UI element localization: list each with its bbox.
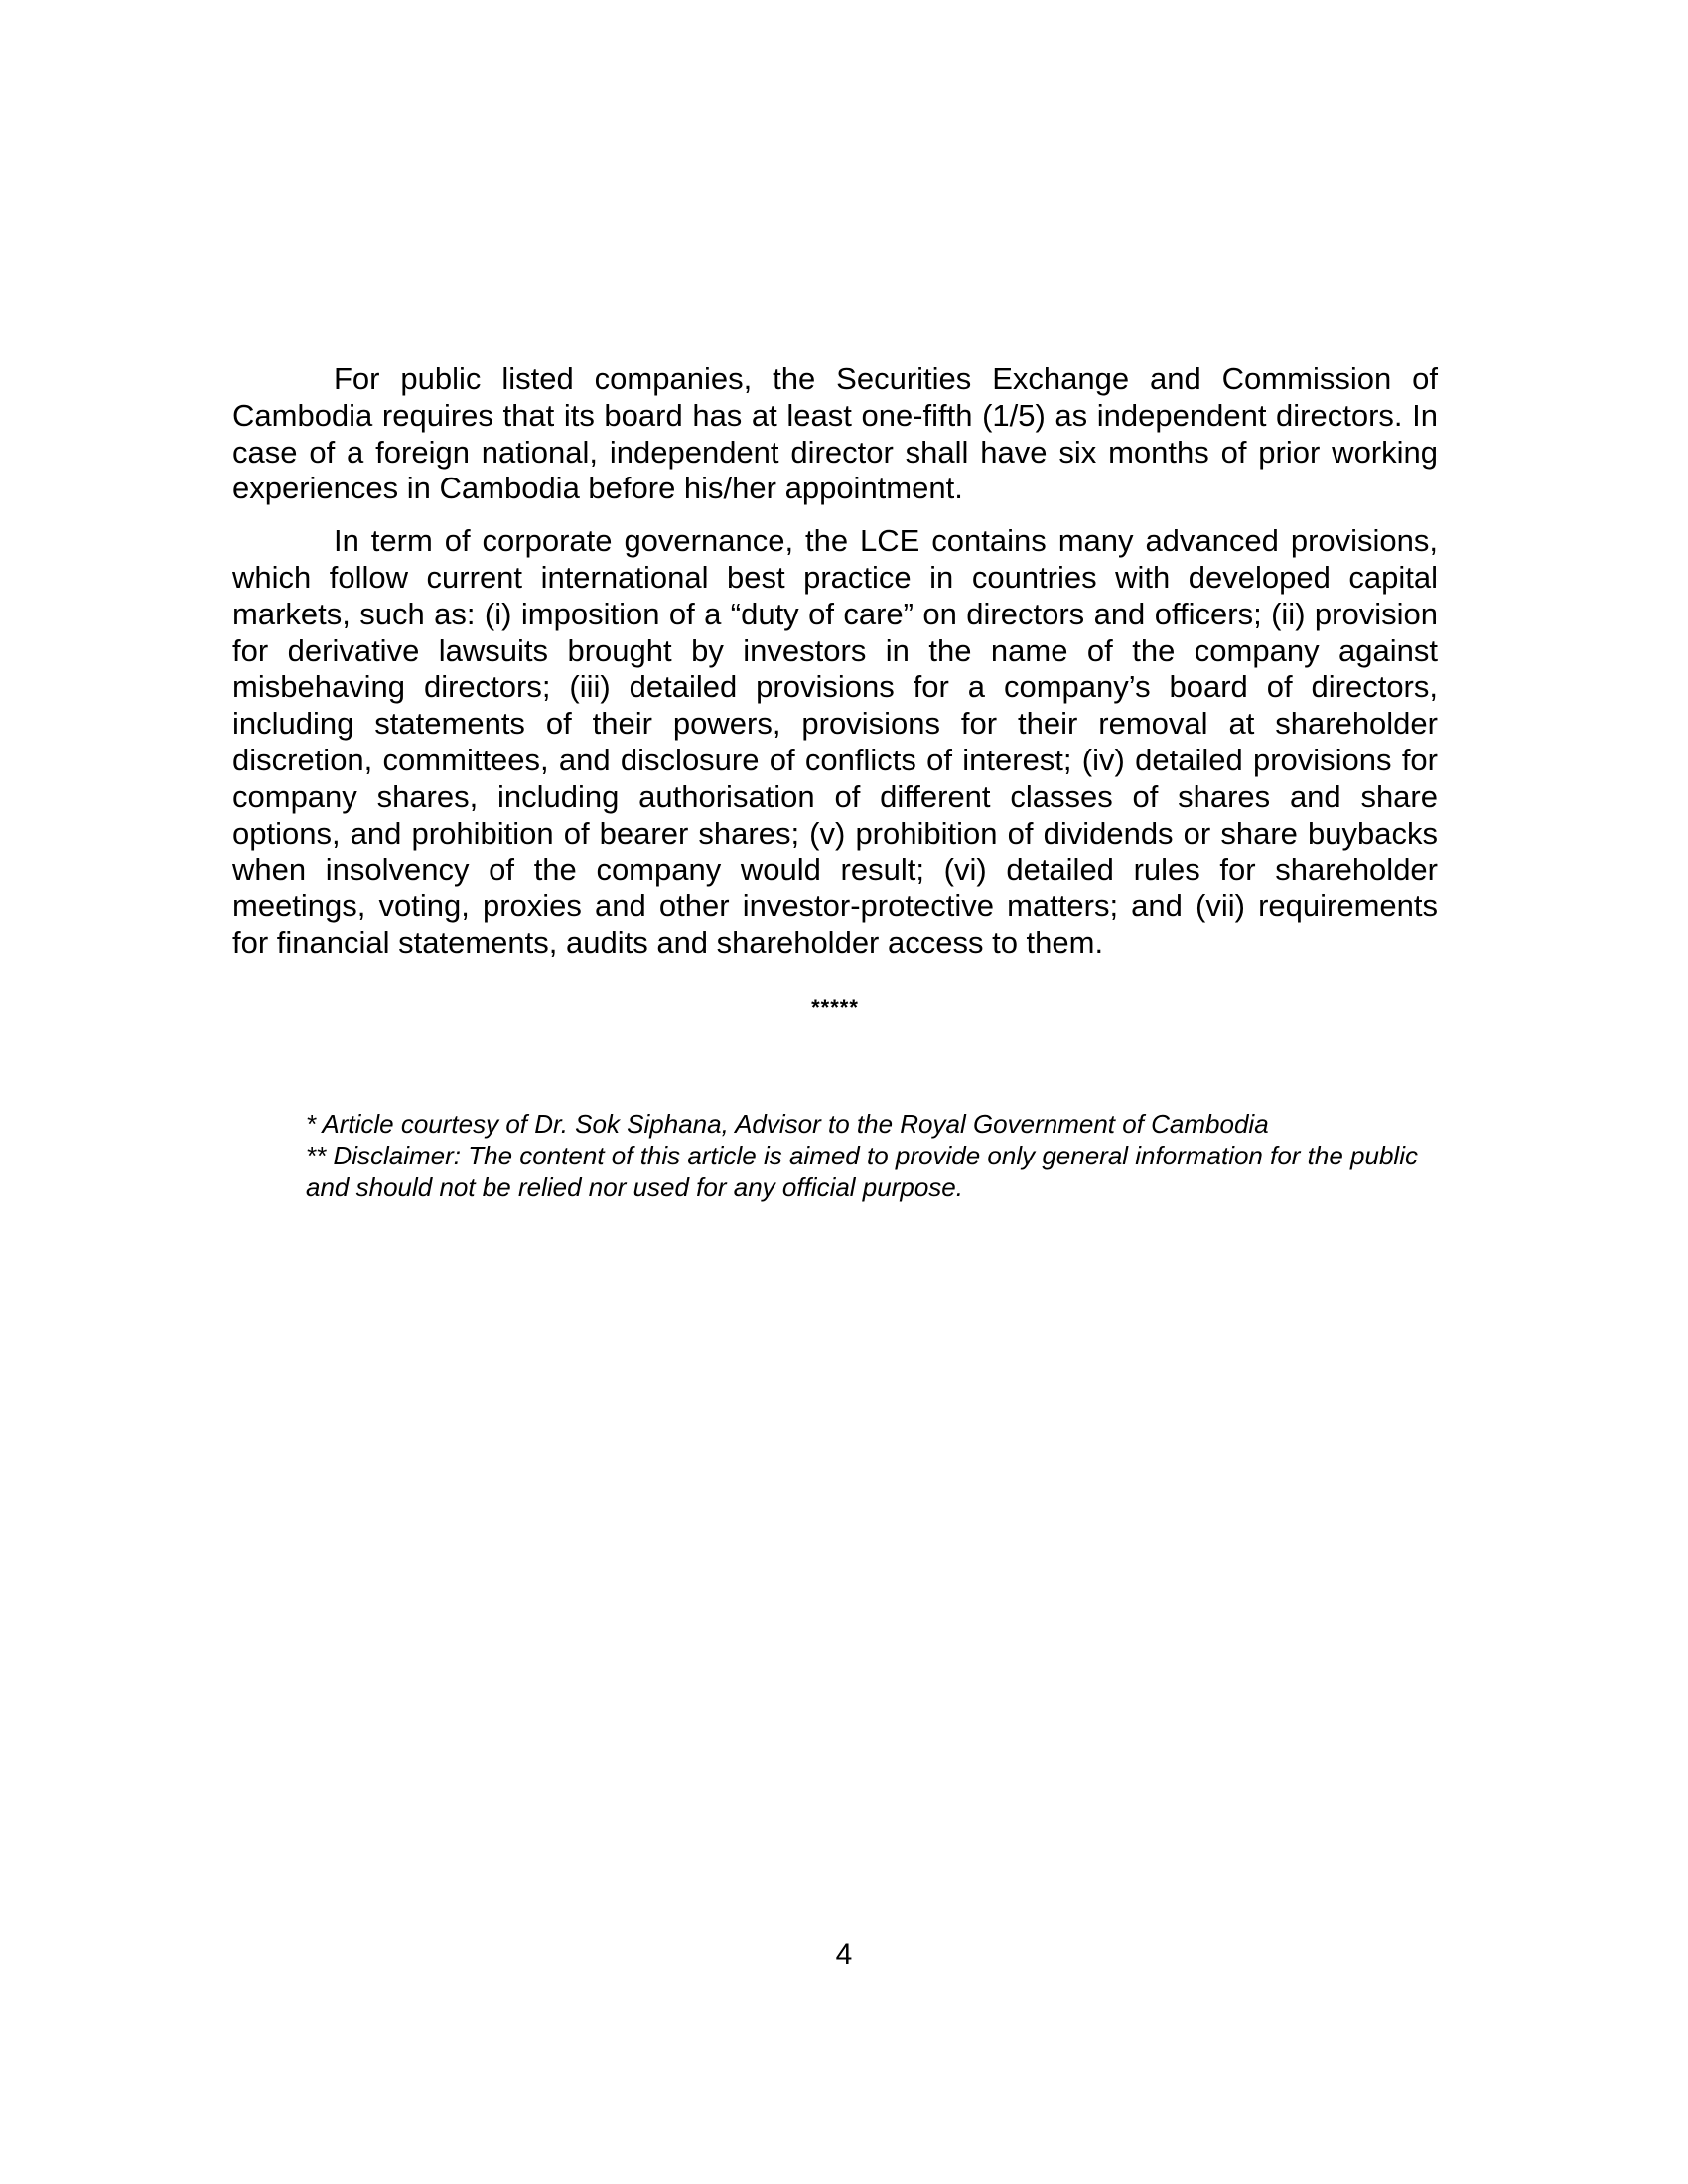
article-body bbox=[232, 361, 1438, 1026]
footnote-courtesy: * Article courtesy of Dr. Sok Siphana, Advisor to the Royal Government of Cambodia bbox=[306, 1109, 1269, 1139]
section-separator: ***** bbox=[811, 994, 859, 1020]
page-number: 4 bbox=[835, 1938, 853, 1971]
paragraph-corporate-governance: In term of corporate governance, the LCE contains many advanced provisions, which follow current international best practice in countries with developed capital markets, such as: (i) imposition of a “duty of care” on directors and officers; (ii) provision for derivative lawsuits brought by investors in the name of the company against misbehaving directors; (iii) detailed provisions for a company’s board of directors, including statements of their powers, provisions for their removal at shareholder discretion, committees, and disclosure of conflicts of interest; (iv) detailed provisions for company shares, including authorisation of different classes of shares and share options, and prohibition of bearer shares; (v) prohibition of dividends or share buybacks when insolvency of the company would result; (vi) detailed rules for shareholder meetings, voting, proxies and other investor-protective matters; and (vii) requirements for financial statements, audits and shareholder access to them. bbox=[232, 523, 1438, 960]
paragraph-board-independence: For public listed companies, the Securities Exchange and Commission of Cambodia requires that its board has at least one-fifth (1/5) as independent directors. In case of a foreign national, independent director shall have six months of prior working experiences in Cambodia before his/her appointment. bbox=[232, 361, 1438, 506]
footnote-disclaimer: ** Disclaimer: The content of this article is aimed to provide only general information for the public and should not be relied nor used for any official purpose. bbox=[306, 1141, 1418, 1202]
footnotes bbox=[306, 1108, 1446, 1203]
